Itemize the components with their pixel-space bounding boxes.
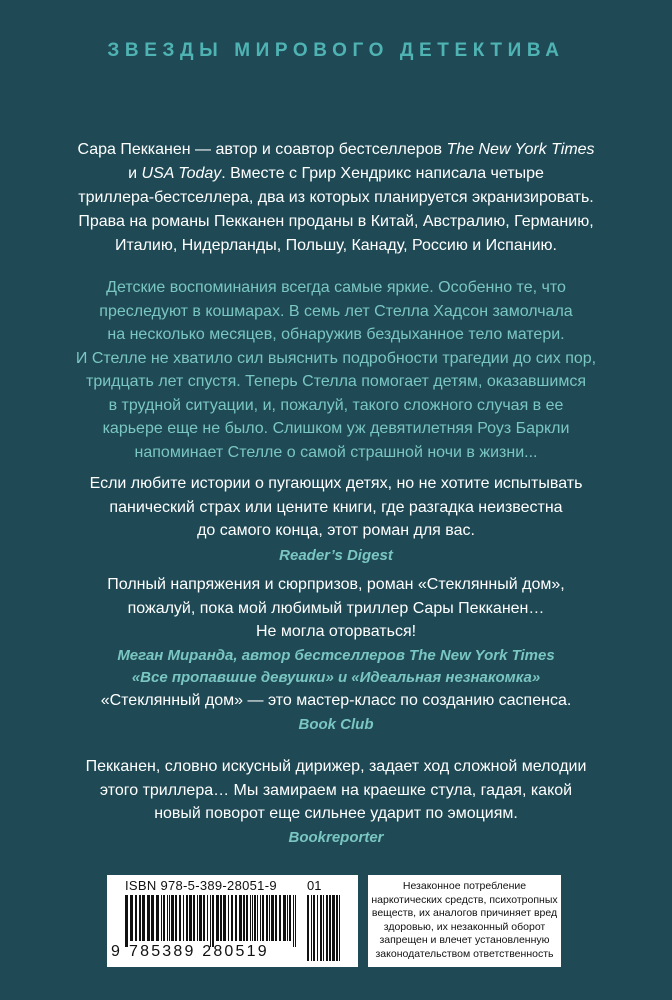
quote-line: этого триллера… Мы замираем на краешке стула, гадая, какой xyxy=(99,781,573,799)
warning-line: веществ, их аналогов причиняет вред xyxy=(371,907,558,919)
quote-line: Полный напряжения и сюрпризов, роман «Стеклянный дом», xyxy=(107,576,565,593)
quote-line: Пекканен, словно искусный дирижер, задает ход сложной мелодии xyxy=(85,758,587,775)
warning-line: наркотических средств, психотропных xyxy=(371,893,558,906)
quote-source: Меган Миранда, автор бестселлеров The New York Times xyxy=(117,646,555,664)
quote-source: Bookreporter xyxy=(288,828,384,846)
bio-line: Сара Пекканен — автор и соавтор бестселлеров The New York Times xyxy=(77,141,595,158)
synopsis-line: И Стелле не хватило сил выяснить подробности трагедии до сих пор, xyxy=(75,349,597,367)
review-quote-4 xyxy=(0,755,672,849)
warning-line: Незаконное потребление xyxy=(402,880,527,892)
barcode-addon-bars-icon xyxy=(307,895,343,961)
synopsis-line: карьере еще не было. Слишком уж девятилетняя Роуз Баркли xyxy=(102,420,570,437)
synopsis-line: на несколько месяцев, обнаружив бездыханное тело матери. xyxy=(107,326,565,343)
bio-line: Права на романы Пекканен проданы в Китай, Австралию, Германию, xyxy=(78,213,594,230)
warning-line: здоровью, их незаконный оборот xyxy=(383,920,546,933)
bio-line: триллера-бестселлера, два из которых планируется экранизировать. xyxy=(78,189,594,206)
quote-line: «Стеклянный дом» — это мастер-класс по созданию саспенса. xyxy=(100,692,572,709)
quote-line: до самого конца, этот роман для вас. xyxy=(197,522,475,539)
bio-line: Италию, Нидерланды, Польшу, Канаду, Россию и Испанию. xyxy=(115,237,557,254)
book-synopsis xyxy=(0,276,672,464)
warning-line: законодательством ответственность xyxy=(375,947,554,960)
quote-line: новый поворот еще сильнее ударит по эмоциям. xyxy=(154,805,518,822)
bio-line: и USA Today. Вместе с Грир Хендрикс написала четыре xyxy=(128,165,544,182)
series-title: ЗВЕЗДЫ МИРОВОГО ДЕТЕКТИВА xyxy=(107,40,565,61)
synopsis-line: Детские воспоминания всегда самые яркие. Особенно те, что xyxy=(106,279,566,296)
review-quote-1 xyxy=(0,472,672,567)
ean-first-digit: 9 xyxy=(111,943,120,960)
review-quote-3 xyxy=(0,689,672,736)
quote-line: панический страх или цените книги, где разгадка неизвестна xyxy=(109,498,563,516)
author-bio xyxy=(0,138,672,258)
warning-line: запрещен и влечет установленную xyxy=(379,934,550,946)
quote-line: Если любите истории о пугающих детях, но не хотите испытывать xyxy=(89,475,583,492)
review-quote-2 xyxy=(0,573,672,689)
synopsis-line: в трудной ситуации, и, пожалуй, такого сложного случая в ее xyxy=(108,396,564,414)
isbn-barcode xyxy=(107,875,358,967)
legal-warning xyxy=(368,875,561,967)
barcode-addon-number: 01 xyxy=(307,878,322,893)
synopsis-line: тридцать лет спустя. Теперь Стелла помогает детям, оказавшимся xyxy=(86,373,586,390)
quote-source: Reader’s Digest xyxy=(279,546,393,564)
synopsis-line: напоминает Стелле о самой страшной ночи в жизни... xyxy=(134,443,538,461)
quote-line: пожалуй, пока мой любимый триллер Сары Пекканен… xyxy=(127,599,545,617)
synopsis-line: преследуют в кошмарах. В семь лет Стелла Хадсон замолчала xyxy=(99,302,573,320)
ean-digits: 785389 280519 xyxy=(129,943,269,960)
quote-source: Book Club xyxy=(298,715,374,733)
barcode-bars-icon xyxy=(125,895,297,947)
quote-source: «Все пропавшие девушки» и «Идеальная незнакомка» xyxy=(131,668,541,686)
isbn-number: ISBN 978-5-389-28051-9 xyxy=(125,878,277,893)
quote-line: Не могла оторваться! xyxy=(255,623,417,640)
